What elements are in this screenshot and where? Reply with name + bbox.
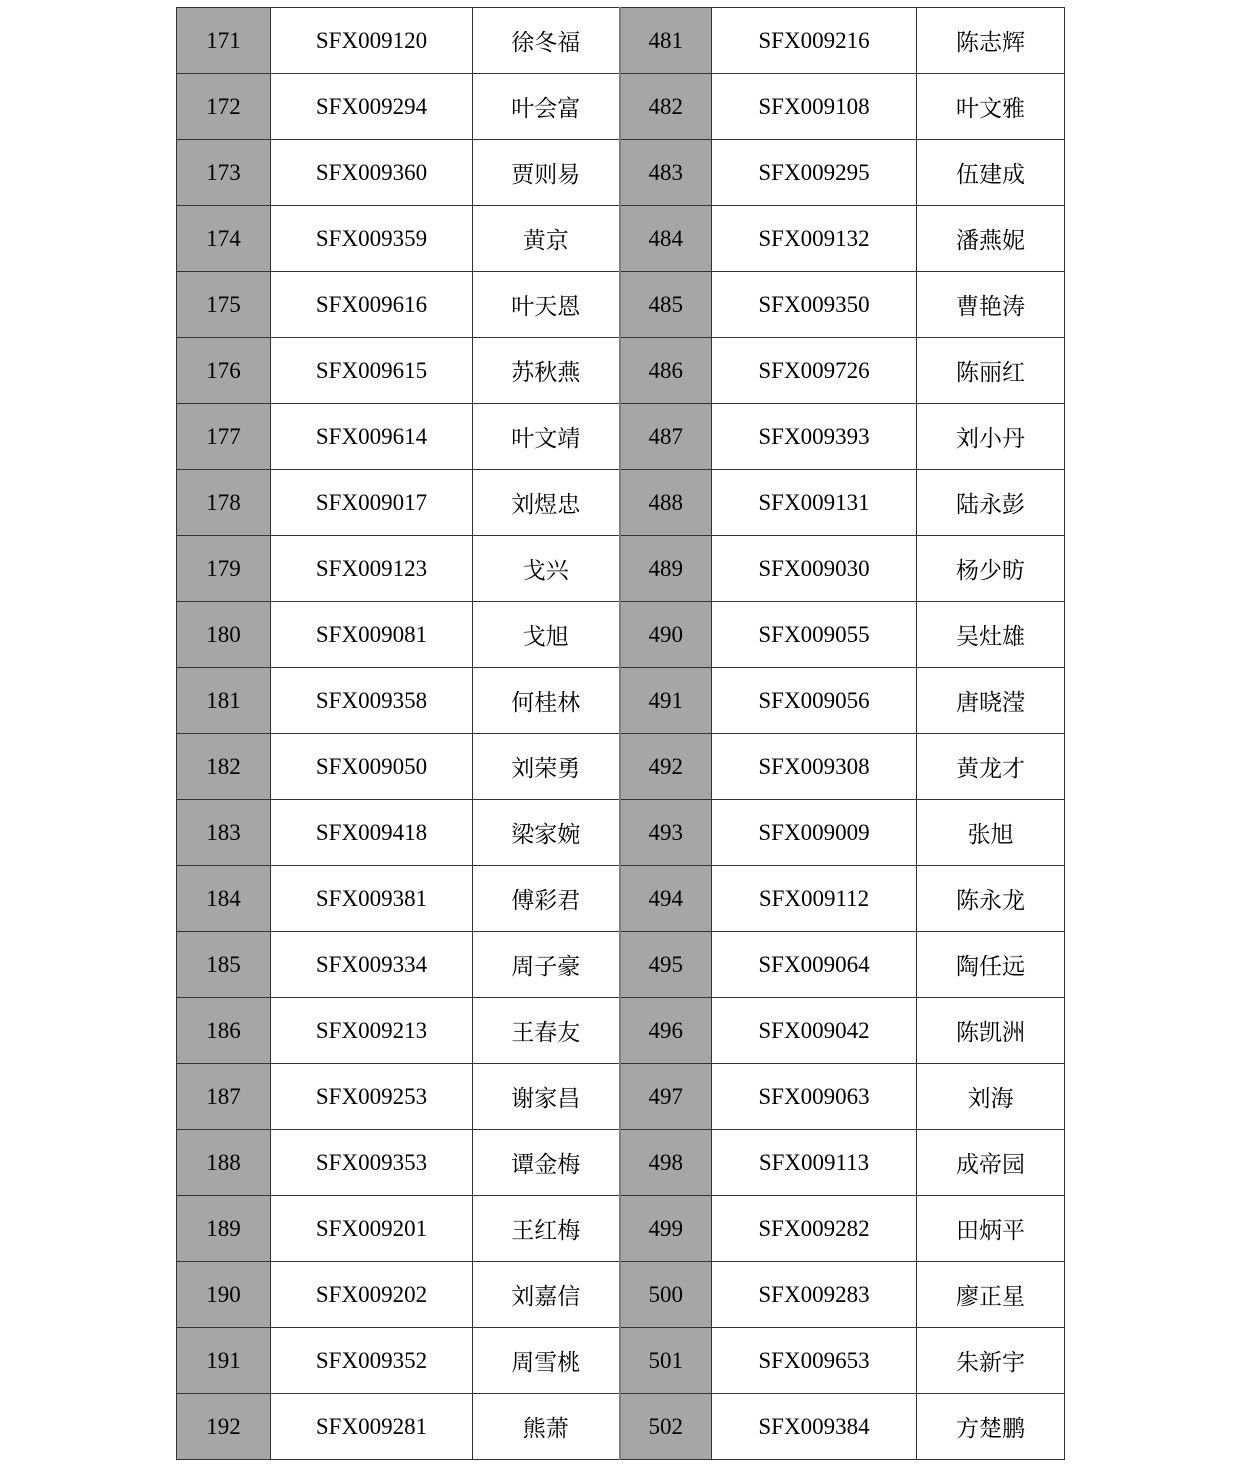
right-member-id: SFX009131 — [712, 470, 917, 536]
table-row — [177, 1328, 1065, 1394]
left-serial-number: 176 — [177, 338, 271, 404]
left-serial-number: 184 — [177, 866, 271, 932]
right-serial-number: 495 — [620, 932, 712, 998]
right-member-name: 陈志辉 — [917, 8, 1065, 74]
right-member-id: SFX009393 — [712, 404, 917, 470]
right-serial-number: 483 — [620, 140, 712, 206]
left-member-id: SFX009381 — [271, 866, 473, 932]
right-member-name: 潘燕妮 — [917, 206, 1065, 272]
right-serial-number: 499 — [620, 1196, 712, 1262]
left-member-id: SFX009120 — [271, 8, 473, 74]
left-member-name: 戈兴 — [473, 536, 620, 602]
left-member-name: 徐冬福 — [473, 8, 620, 74]
right-serial-number: 484 — [620, 206, 712, 272]
right-member-id: SFX009282 — [712, 1196, 917, 1262]
left-member-name: 王红梅 — [473, 1196, 620, 1262]
left-serial-number: 189 — [177, 1196, 271, 1262]
left-member-id: SFX009294 — [271, 74, 473, 140]
right-member-name: 成帝园 — [917, 1130, 1065, 1196]
table-row — [177, 998, 1065, 1064]
left-member-id: SFX009017 — [271, 470, 473, 536]
left-serial-number: 185 — [177, 932, 271, 998]
right-member-name: 叶文雅 — [917, 74, 1065, 140]
left-member-name: 周雪桃 — [473, 1328, 620, 1394]
left-member-id: SFX009352 — [271, 1328, 473, 1394]
table-row — [177, 1262, 1065, 1328]
left-member-id: SFX009050 — [271, 734, 473, 800]
right-member-name: 陈永龙 — [917, 866, 1065, 932]
left-serial-number: 186 — [177, 998, 271, 1064]
right-member-name: 陆永彭 — [917, 470, 1065, 536]
left-member-id: SFX009615 — [271, 338, 473, 404]
left-member-id: SFX009616 — [271, 272, 473, 338]
right-serial-number: 492 — [620, 734, 712, 800]
left-serial-number: 171 — [177, 8, 271, 74]
right-member-id: SFX009216 — [712, 8, 917, 74]
right-member-name: 陶任远 — [917, 932, 1065, 998]
right-serial-number: 482 — [620, 74, 712, 140]
right-member-id: SFX009030 — [712, 536, 917, 602]
right-serial-number: 481 — [620, 8, 712, 74]
left-serial-number: 187 — [177, 1064, 271, 1130]
right-member-name: 田炳平 — [917, 1196, 1065, 1262]
left-serial-number: 180 — [177, 602, 271, 668]
left-member-id: SFX009353 — [271, 1130, 473, 1196]
right-member-name: 刘小丹 — [917, 404, 1065, 470]
left-member-name: 叶天恩 — [473, 272, 620, 338]
left-serial-number: 181 — [177, 668, 271, 734]
right-serial-number: 493 — [620, 800, 712, 866]
left-member-name: 刘煜忠 — [473, 470, 620, 536]
table-row — [177, 206, 1065, 272]
right-serial-number: 488 — [620, 470, 712, 536]
table-row — [177, 866, 1065, 932]
left-member-name: 叶文靖 — [473, 404, 620, 470]
left-serial-number: 178 — [177, 470, 271, 536]
left-serial-number: 172 — [177, 74, 271, 140]
table-row — [177, 536, 1065, 602]
table-row — [177, 800, 1065, 866]
right-member-name: 方楚鹏 — [917, 1394, 1065, 1460]
left-member-name: 谢家昌 — [473, 1064, 620, 1130]
table-row — [177, 272, 1065, 338]
left-member-name: 熊萧 — [473, 1394, 620, 1460]
table-row — [177, 470, 1065, 536]
left-member-name: 周子豪 — [473, 932, 620, 998]
left-member-name: 叶会富 — [473, 74, 620, 140]
right-member-name: 伍建成 — [917, 140, 1065, 206]
table-row — [177, 1394, 1065, 1460]
left-member-id: SFX009358 — [271, 668, 473, 734]
left-serial-number: 192 — [177, 1394, 271, 1460]
left-member-name: 刘荣勇 — [473, 734, 620, 800]
table-row — [177, 1130, 1065, 1196]
left-member-name: 王春友 — [473, 998, 620, 1064]
right-member-id: SFX009042 — [712, 998, 917, 1064]
left-member-id: SFX009253 — [271, 1064, 473, 1130]
right-serial-number: 487 — [620, 404, 712, 470]
right-member-id: SFX009384 — [712, 1394, 917, 1460]
left-member-id: SFX009081 — [271, 602, 473, 668]
left-member-id: SFX009359 — [271, 206, 473, 272]
right-member-name: 朱新宇 — [917, 1328, 1065, 1394]
left-member-name: 贾则易 — [473, 140, 620, 206]
left-serial-number: 190 — [177, 1262, 271, 1328]
right-member-name: 刘海 — [917, 1064, 1065, 1130]
left-serial-number: 175 — [177, 272, 271, 338]
left-serial-number: 191 — [177, 1328, 271, 1394]
left-member-id: SFX009418 — [271, 800, 473, 866]
table-row — [177, 404, 1065, 470]
left-member-id: SFX009202 — [271, 1262, 473, 1328]
table-row — [177, 602, 1065, 668]
table-row — [177, 668, 1065, 734]
right-serial-number: 491 — [620, 668, 712, 734]
left-member-name: 刘嘉信 — [473, 1262, 620, 1328]
right-member-id: SFX009350 — [712, 272, 917, 338]
left-serial-number: 173 — [177, 140, 271, 206]
table-row — [177, 1064, 1065, 1130]
right-member-name: 廖正星 — [917, 1262, 1065, 1328]
roster-table — [176, 7, 1065, 1460]
right-serial-number: 494 — [620, 866, 712, 932]
right-member-name: 曹艳涛 — [917, 272, 1065, 338]
left-serial-number: 183 — [177, 800, 271, 866]
left-serial-number: 174 — [177, 206, 271, 272]
table-row — [177, 338, 1065, 404]
right-serial-number: 502 — [620, 1394, 712, 1460]
left-member-id: SFX009123 — [271, 536, 473, 602]
right-member-name: 黄龙才 — [917, 734, 1065, 800]
left-member-name: 傅彩君 — [473, 866, 620, 932]
roster-table-body — [177, 8, 1065, 1460]
right-serial-number: 498 — [620, 1130, 712, 1196]
right-member-id: SFX009132 — [712, 206, 917, 272]
right-serial-number: 490 — [620, 602, 712, 668]
right-serial-number: 500 — [620, 1262, 712, 1328]
right-member-id: SFX009113 — [712, 1130, 917, 1196]
right-member-id: SFX009653 — [712, 1328, 917, 1394]
left-member-id: SFX009614 — [271, 404, 473, 470]
left-member-id: SFX009201 — [271, 1196, 473, 1262]
left-serial-number: 188 — [177, 1130, 271, 1196]
left-serial-number: 177 — [177, 404, 271, 470]
left-member-id: SFX009334 — [271, 932, 473, 998]
right-member-name: 陈丽红 — [917, 338, 1065, 404]
right-serial-number: 497 — [620, 1064, 712, 1130]
table-row — [177, 8, 1065, 74]
right-serial-number: 486 — [620, 338, 712, 404]
right-member-id: SFX009108 — [712, 74, 917, 140]
right-member-name: 杨少昉 — [917, 536, 1065, 602]
right-serial-number: 489 — [620, 536, 712, 602]
left-serial-number: 182 — [177, 734, 271, 800]
right-member-id: SFX009055 — [712, 602, 917, 668]
right-member-id: SFX009295 — [712, 140, 917, 206]
left-member-name: 梁家婉 — [473, 800, 620, 866]
right-member-id: SFX009112 — [712, 866, 917, 932]
right-member-name: 陈凯洲 — [917, 998, 1065, 1064]
left-serial-number: 179 — [177, 536, 271, 602]
right-member-id: SFX009726 — [712, 338, 917, 404]
left-member-name: 谭金梅 — [473, 1130, 620, 1196]
right-member-name: 张旭 — [917, 800, 1065, 866]
table-row — [177, 932, 1065, 998]
table-row — [177, 74, 1065, 140]
right-member-id: SFX009009 — [712, 800, 917, 866]
right-member-name: 唐晓滢 — [917, 668, 1065, 734]
left-member-name: 戈旭 — [473, 602, 620, 668]
right-member-name: 吴灶雄 — [917, 602, 1065, 668]
left-member-id: SFX009281 — [271, 1394, 473, 1460]
right-member-id: SFX009063 — [712, 1064, 917, 1130]
right-member-id: SFX009064 — [712, 932, 917, 998]
right-serial-number: 496 — [620, 998, 712, 1064]
left-member-id: SFX009360 — [271, 140, 473, 206]
right-member-id: SFX009283 — [712, 1262, 917, 1328]
right-serial-number: 485 — [620, 272, 712, 338]
right-serial-number: 501 — [620, 1328, 712, 1394]
table-row — [177, 734, 1065, 800]
left-member-id: SFX009213 — [271, 998, 473, 1064]
right-member-id: SFX009308 — [712, 734, 917, 800]
table-row — [177, 140, 1065, 206]
table-row — [177, 1196, 1065, 1262]
left-member-name: 苏秋燕 — [473, 338, 620, 404]
left-member-name: 何桂林 — [473, 668, 620, 734]
right-member-id: SFX009056 — [712, 668, 917, 734]
left-member-name: 黄京 — [473, 206, 620, 272]
